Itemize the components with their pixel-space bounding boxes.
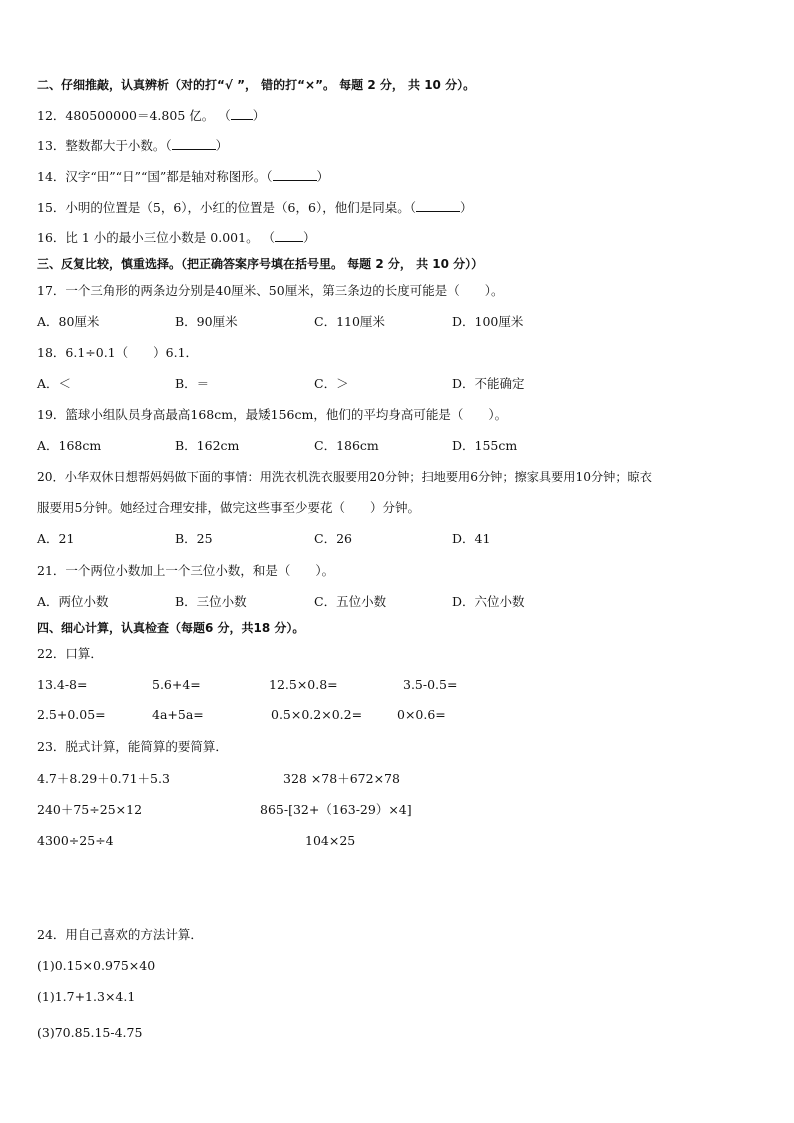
mental-math-item: 0×0.6= <box>397 707 446 722</box>
question-18-text: 18．6.1÷0.1（ ）6.1． <box>37 345 199 360</box>
option-b[interactable]: B．25 <box>175 531 213 546</box>
question-14-end: ） <box>316 169 330 184</box>
calc-item: 865-[32+（163-29）×4] <box>260 802 412 817</box>
option-a[interactable]: A．80厘米 <box>37 314 100 329</box>
question-21-text: 21．一个两位小数加上一个三位小数，和是（ ）。 <box>37 563 335 578</box>
mental-math-item: 5.6+4= <box>152 677 201 692</box>
mental-math-item: 12.5×0.8= <box>269 677 338 692</box>
option-d[interactable]: D．41 <box>452 531 491 546</box>
question-16-text: 16．比 1 小的最小三位小数是 0.001。 （ <box>37 230 276 245</box>
option-d[interactable]: D．六位小数 <box>452 594 525 609</box>
calc-item: (3)70.85.15-4.75 <box>37 1025 143 1040</box>
option-c[interactable]: C．26 <box>314 531 352 546</box>
option-a[interactable]: A．＜ <box>37 376 72 391</box>
option-b[interactable]: B．＝ <box>175 376 210 391</box>
calc-item: 4.7＋8.29＋0.71＋5.3 <box>37 771 170 786</box>
calc-item: 104×25 <box>305 833 356 848</box>
question-15-text: 15．小明的位置是（5，6），小红的位置是（6，6），他们是同桌。（ <box>37 200 416 215</box>
question-12 <box>37 107 265 124</box>
question-24-text: 24．用自己喜欢的方法计算． <box>37 927 203 942</box>
calc-item: (1)1.7+1.3×4.1 <box>37 989 136 1004</box>
question-22-text: 22．口算． <box>37 646 103 661</box>
question-14-text: 14．汉字“田”“日”“国”都是轴对称图形。（ <box>37 169 273 184</box>
option-b[interactable]: B．90厘米 <box>175 314 238 329</box>
section-4-heading: 四、细心计算，认真检查（每题6 分，共18 分）。 <box>37 621 305 635</box>
section-3-heading: 三、反复比较，慎重选择。（把正确答案序号填在括号里。 每题 2 分， 共 10 分）） <box>37 257 484 271</box>
mental-math-item: 13.4-8= <box>37 677 88 692</box>
option-a[interactable]: A．21 <box>37 531 75 546</box>
question-12-end: ） <box>252 108 266 123</box>
calc-item: 4300÷25÷4 <box>37 833 114 848</box>
question-13-end: ） <box>215 138 229 153</box>
option-c[interactable]: C．五位小数 <box>314 594 387 609</box>
question-20-line-1: 20．小华双休日想帮妈妈做下面的事情：用洗衣机洗衣服要用20分钟；扫地要用6分钟；擦家具要用10分钟；晾衣 <box>37 470 652 484</box>
section-2-heading: 二、仔细推敲，认真辨析（对的打“√ ”， 错的打“×”。 每题 2 分， 共 10 分）。 <box>37 78 476 92</box>
question-13-text: 13．整数都大于小数。（ <box>37 138 172 153</box>
mental-math-item: 3.5-0.5= <box>403 677 458 692</box>
question-17-text: 17．一个三角形的两条边分别是40厘米、50厘米，第三条边的长度可能是（ ）。 <box>37 283 504 298</box>
question-15 <box>37 199 472 216</box>
option-a[interactable]: A．两位小数 <box>37 594 109 609</box>
question-14 <box>37 168 329 185</box>
question-12-text: 12．480500000＝4.805 亿。 （ <box>37 108 231 123</box>
calc-item: (1)0.15×0.975×40 <box>37 958 156 973</box>
question-16-end: ） <box>303 230 316 245</box>
calc-item: 328 ×78＋672×78 <box>283 771 400 786</box>
option-c[interactable]: C．＞ <box>314 376 349 391</box>
question-15-end: ） <box>459 200 473 215</box>
option-c[interactable]: C．110厘米 <box>314 314 385 329</box>
answer-blank[interactable] <box>172 137 216 150</box>
option-d[interactable]: D．155cm <box>452 438 518 453</box>
question-20-line-2: 服要用5分钟。她经过合理安排，做完这些事至少要花（ ）分钟。 <box>37 500 420 515</box>
answer-blank[interactable] <box>231 107 253 120</box>
question-13 <box>37 137 228 154</box>
option-b[interactable]: B．162cm <box>175 438 240 453</box>
mental-math-item: 4a+5a= <box>152 707 204 722</box>
question-23-text: 23．脱式计算，能简算的要简算． <box>37 739 228 754</box>
option-b[interactable]: B．三位小数 <box>175 594 247 609</box>
calc-item: 240＋75÷25×12 <box>37 802 143 817</box>
answer-blank[interactable] <box>416 199 460 212</box>
option-c[interactable]: C．186cm <box>314 438 379 453</box>
answer-blank[interactable] <box>275 229 303 242</box>
question-19-text: 19．篮球小组队员身高最高168cm，最矮156cm，他们的平均身高可能是（ ）。 <box>37 407 508 422</box>
option-d[interactable]: D．100厘米 <box>452 314 524 329</box>
option-a[interactable]: A．168cm <box>37 438 102 453</box>
mental-math-item: 0.5×0.2×0.2= <box>271 707 363 722</box>
answer-blank[interactable] <box>273 168 317 181</box>
option-d[interactable]: D．不能确定 <box>452 376 525 391</box>
question-16 <box>37 229 316 246</box>
mental-math-item: 2.5+0.05= <box>37 707 106 722</box>
